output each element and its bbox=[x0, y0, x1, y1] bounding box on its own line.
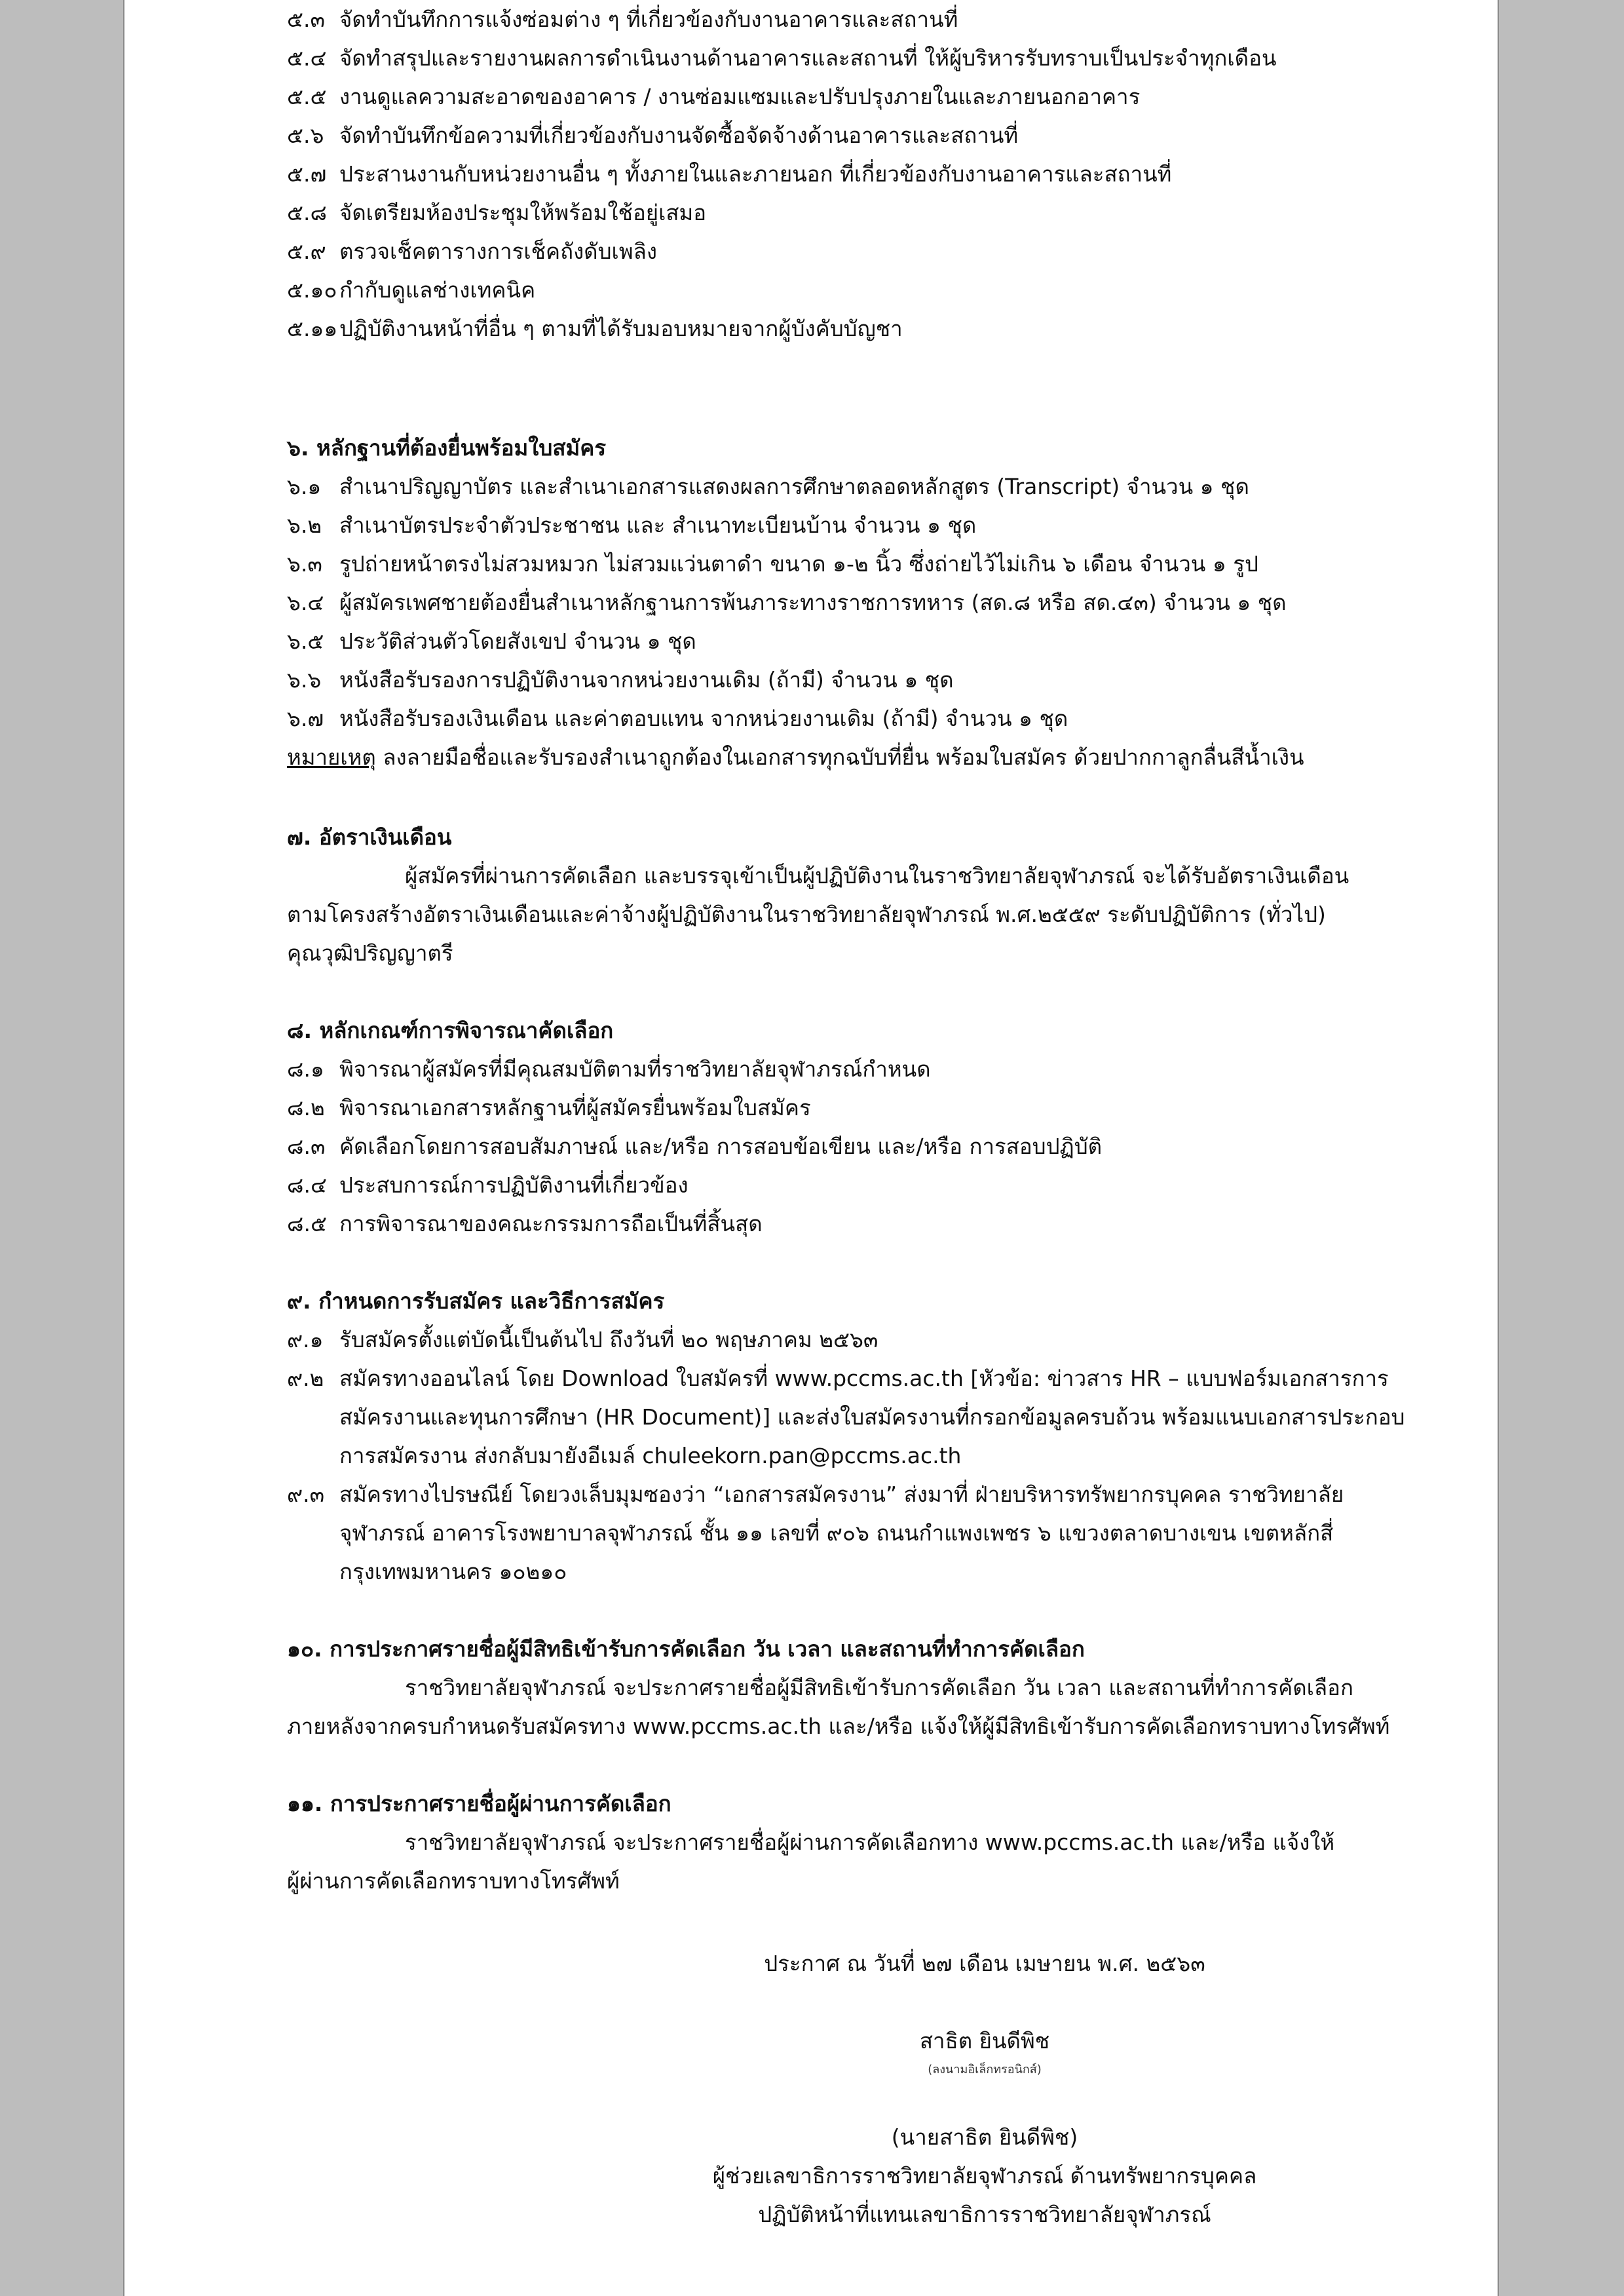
list-item: ๘.๑ พิจารณาผู้สมัครที่มีคุณสมบัติตามที่ราชวิทยาลัยจุฬาภรณ์กำหนด bbox=[287, 1056, 931, 1082]
list-item-continuation: กรุงเทพมหานคร ๑๐๒๑๐ bbox=[339, 1559, 567, 1584]
list-item: ๖.๖ หนังสือรับรองการปฏิบัติงานจากหน่วยงานเดิม (ถ้ามี) จำนวน ๑ ชุด bbox=[287, 667, 954, 693]
paragraph-line: ราชวิทยาลัยจุฬาภรณ์ จะประกาศรายชื่อผู้มีสิทธิเข้ารับการคัดเลือก วัน เวลา และสถานที่ทำการคัดเลือก bbox=[405, 1675, 1353, 1700]
signatory-position: ผู้ช่วยเลขาธิการราชวิทยาลัยจุฬาภรณ์ ด้านทรัพยากรบุคคล bbox=[712, 2163, 1257, 2189]
paragraph-line: คุณวุฒิปริญญาตรี bbox=[287, 940, 453, 966]
list-item: ๕.๔ จัดทำสรุปและรายงานผลการดำเนินงานด้านอาคารและสถานที่ ให้ผู้บริหารรับทราบเป็นประจำทุกเดือน bbox=[287, 45, 1277, 71]
list-item: ๙.๓ สมัครทางไปรษณีย์ โดยวงเล็บมุมซองว่า “เอกสารสมัครงาน” ส่งมาที่ ฝ่ายบริหารทรัพยากรบุคคล ราชวิทยาลัย bbox=[287, 1482, 1344, 1507]
paragraph-line: ราชวิทยาลัยจุฬาภรณ์ จะประกาศรายชื่อผู้ผ่านการคัดเลือกทาง www.pccms.ac.th และ/หรือ แจ้งให้ bbox=[405, 1829, 1335, 1855]
list-item: ๖.๗ หนังสือรับรองเงินเดือน และค่าตอบแทน จากหน่วยงานเดิม (ถ้ามี) จำนวน ๑ ชุด bbox=[287, 706, 1068, 731]
list-item: ๙.๑ รับสมัครตั้งแต่บัดนี้เป็นต้นไป ถึงวันที่ ๒๐ พฤษภาคม ๒๕๖๓ bbox=[287, 1327, 878, 1352]
list-item-continuation: สมัครงานและทุนการศึกษา (HR Document)] และส่งใบสมัครงานที่กรอกข้อมูลครบถ้วน พร้อมแนบเอกสารประกอบ bbox=[339, 1404, 1405, 1430]
section-heading: ๑๑. การประกาศรายชื่อผู้ผ่านการคัดเลือก bbox=[287, 1791, 671, 1816]
document-page bbox=[123, 0, 1499, 2296]
list-item-continuation: จุฬาภรณ์ อาคารโรงพยาบาลจุฬาภรณ์ ชั้น ๑๑ เลขที่ ๙๐๖ ถนนกำแพงเพชร ๖ แขวงตลาดบางเขน เขตหลักสี่ bbox=[339, 1520, 1334, 1546]
list-item: ๖.๔ ผู้สมัครเพศชายต้องยื่นสำเนาหลักฐานการพ้นภาระทางราชการทหาร (สด.๘ หรือ สด.๔๓) จำนวน ๑ ชุด bbox=[287, 590, 1287, 615]
note-label: หมายเหตุ bbox=[287, 744, 376, 770]
list-item: ๖.๓ รูปถ่ายหน้าตรงไม่สวมหมวก ไม่สวมแว่นตาดำ ขนาด ๑-๒ นิ้ว ซึ่งถ่ายไว้ไม่เกิน ๖ เดือน จำนวน ๑ รูป bbox=[287, 551, 1258, 577]
list-item: ๕.๑๐ กำกับดูแลช่างเทคนิค bbox=[287, 277, 536, 303]
list-item: ๕.๗ ประสานงานกับหน่วยงานอื่น ๆ ทั้งภายในและภายนอก ที่เกี่ยวข้องกับงานอาคารและสถานที่ bbox=[287, 161, 1172, 187]
section-heading: ๙. กำหนดการรับสมัคร และวิธีการสมัคร bbox=[287, 1288, 665, 1314]
list-item: ๕.๓ จัดทำบันทึกการแจ้งซ่อมต่าง ๆ ที่เกี่ยวข้องกับงานอาคารและสถานที่ bbox=[287, 7, 958, 32]
list-item: ๕.๑๑ปฏิบัติงานหน้าที่อื่น ๆ ตามที่ได้รับมอบหมายจากผู้บังคับบัญชา bbox=[287, 316, 903, 341]
signed-name: สาธิต ยินดีพิช bbox=[919, 2028, 1050, 2054]
list-item: ๕.๘ จัดเตรียมห้องประชุมให้พร้อมใช้อยู่เสมอ bbox=[287, 200, 707, 225]
paragraph-line: ผู้ผ่านการคัดเลือกทราบทางโทรศัพท์ bbox=[287, 1868, 620, 1894]
section-heading: ๑๐. การประกาศรายชื่อผู้มีสิทธิเข้ารับการคัดเลือก วัน เวลา และสถานที่ทำการคัดเลือก bbox=[287, 1636, 1085, 1662]
list-item: ๖.๑ สำเนาปริญญาบัตร และสำเนาเอกสารแสดงผลการศึกษาตลอดหลักสูตร (Transcript) จำนวน ๑ ชุด bbox=[287, 474, 1249, 499]
list-item: ๖.๒ สำเนาบัตรประจำตัวประชาชน และ สำเนาทะเบียนบ้าน จำนวน ๑ ชุด bbox=[287, 512, 977, 538]
note: หมายเหตุ ลงลายมือชื่อและรับรองสำเนาถูกต้องในเอกสารทุกฉบับที่ยื่น พร้อมใบสมัคร ด้วยปากกาลูกลื่นสีน้ำเงิน bbox=[287, 744, 1304, 770]
paragraph-line: ภายหลังจากครบกำหนดรับสมัครทาง www.pccms.ac.th และ/หรือ แจ้งให้ผู้มีสิทธิเข้ารับการคัดเลือกทราบทางโทรศัพท์ bbox=[287, 1713, 1390, 1739]
list-item: ๙.๒ สมัครทางออนไลน์ โดย Download ใบสมัครที่ www.pccms.ac.th [หัวข้อ: ข่าวสาร HR – แบบฟอร์มเอกสารการ bbox=[287, 1366, 1389, 1391]
list-item: ๕.๖ จัดทำบันทึกข้อความที่เกี่ยวข้องกับงานจัดซื้อจัดจ้างด้านอาคารและสถานที่ bbox=[287, 123, 1019, 148]
section-heading: ๖. หลักฐานที่ต้องยื่นพร้อมใบสมัคร bbox=[287, 435, 607, 461]
list-item: ๘.๓ คัดเลือกโดยการสอบสัมภาษณ์ และ/หรือ การสอบข้อเขียน และ/หรือ การสอบปฏิบัติ bbox=[287, 1134, 1103, 1159]
list-item: ๕.๙ ตรวจเช็คตารางการเช็คถังดับเพลิง bbox=[287, 239, 657, 264]
paragraph-line: ตามโครงสร้างอัตราเงินเดือนและค่าจ้างผู้ปฏิบัติงานในราชวิทยาลัยจุฬาภรณ์ พ.ศ.๒๕๕๙ ระดับปฏิบัติการ (ทั่วไป) bbox=[287, 902, 1326, 927]
paragraph-line: ผู้สมัครที่ผ่านการคัดเลือก และบรรจุเข้าเป็นผู้ปฏิบัติงานในราชวิทยาลัยจุฬาภรณ์ จะได้รับอัตราเงินเดือน bbox=[405, 863, 1350, 889]
announcement-date: ประกาศ ณ วันที่ ๒๗ เดือน เมษายน พ.ศ. ๒๕๖๓ bbox=[764, 1951, 1205, 1976]
signatory-acting-position: ปฏิบัติหน้าที่แทนเลขาธิการราชวิทยาลัยจุฬาภรณ์ bbox=[758, 2202, 1211, 2227]
e-signature-note: (ลงนามอิเล็กทรอนิกส์) bbox=[928, 2063, 1042, 2076]
list-item: ๘.๕ การพิจารณาของคณะกรรมการถือเป็นที่สิ้นสุด bbox=[287, 1211, 763, 1236]
list-item: ๘.๒ พิจารณาเอกสารหลักฐานที่ผู้สมัครยื่นพร้อมใบสมัคร bbox=[287, 1095, 811, 1120]
list-item: ๕.๕ งานดูแลความสะอาดของอาคาร / งานซ่อมแซมและปรับปรุงภายในและภายนอกอาคาร bbox=[287, 84, 1141, 109]
section-heading: ๗. อัตราเงินเดือน bbox=[287, 824, 452, 850]
list-item-continuation: การสมัครงาน ส่งกลับมายังอีเมล์ chuleekorn.pan@pccms.ac.th bbox=[339, 1443, 962, 1468]
signatory-full-name: (นายสาธิต ยินดีพิช) bbox=[891, 2124, 1078, 2150]
list-item: ๘.๔ ประสบการณ์การปฏิบัติงานที่เกี่ยวข้อง bbox=[287, 1172, 689, 1198]
list-item: ๖.๕ ประวัติส่วนตัวโดยสังเขป จำนวน ๑ ชุด bbox=[287, 628, 696, 654]
section-heading: ๘. หลักเกณฑ์การพิจารณาคัดเลือก bbox=[287, 1018, 614, 1043]
